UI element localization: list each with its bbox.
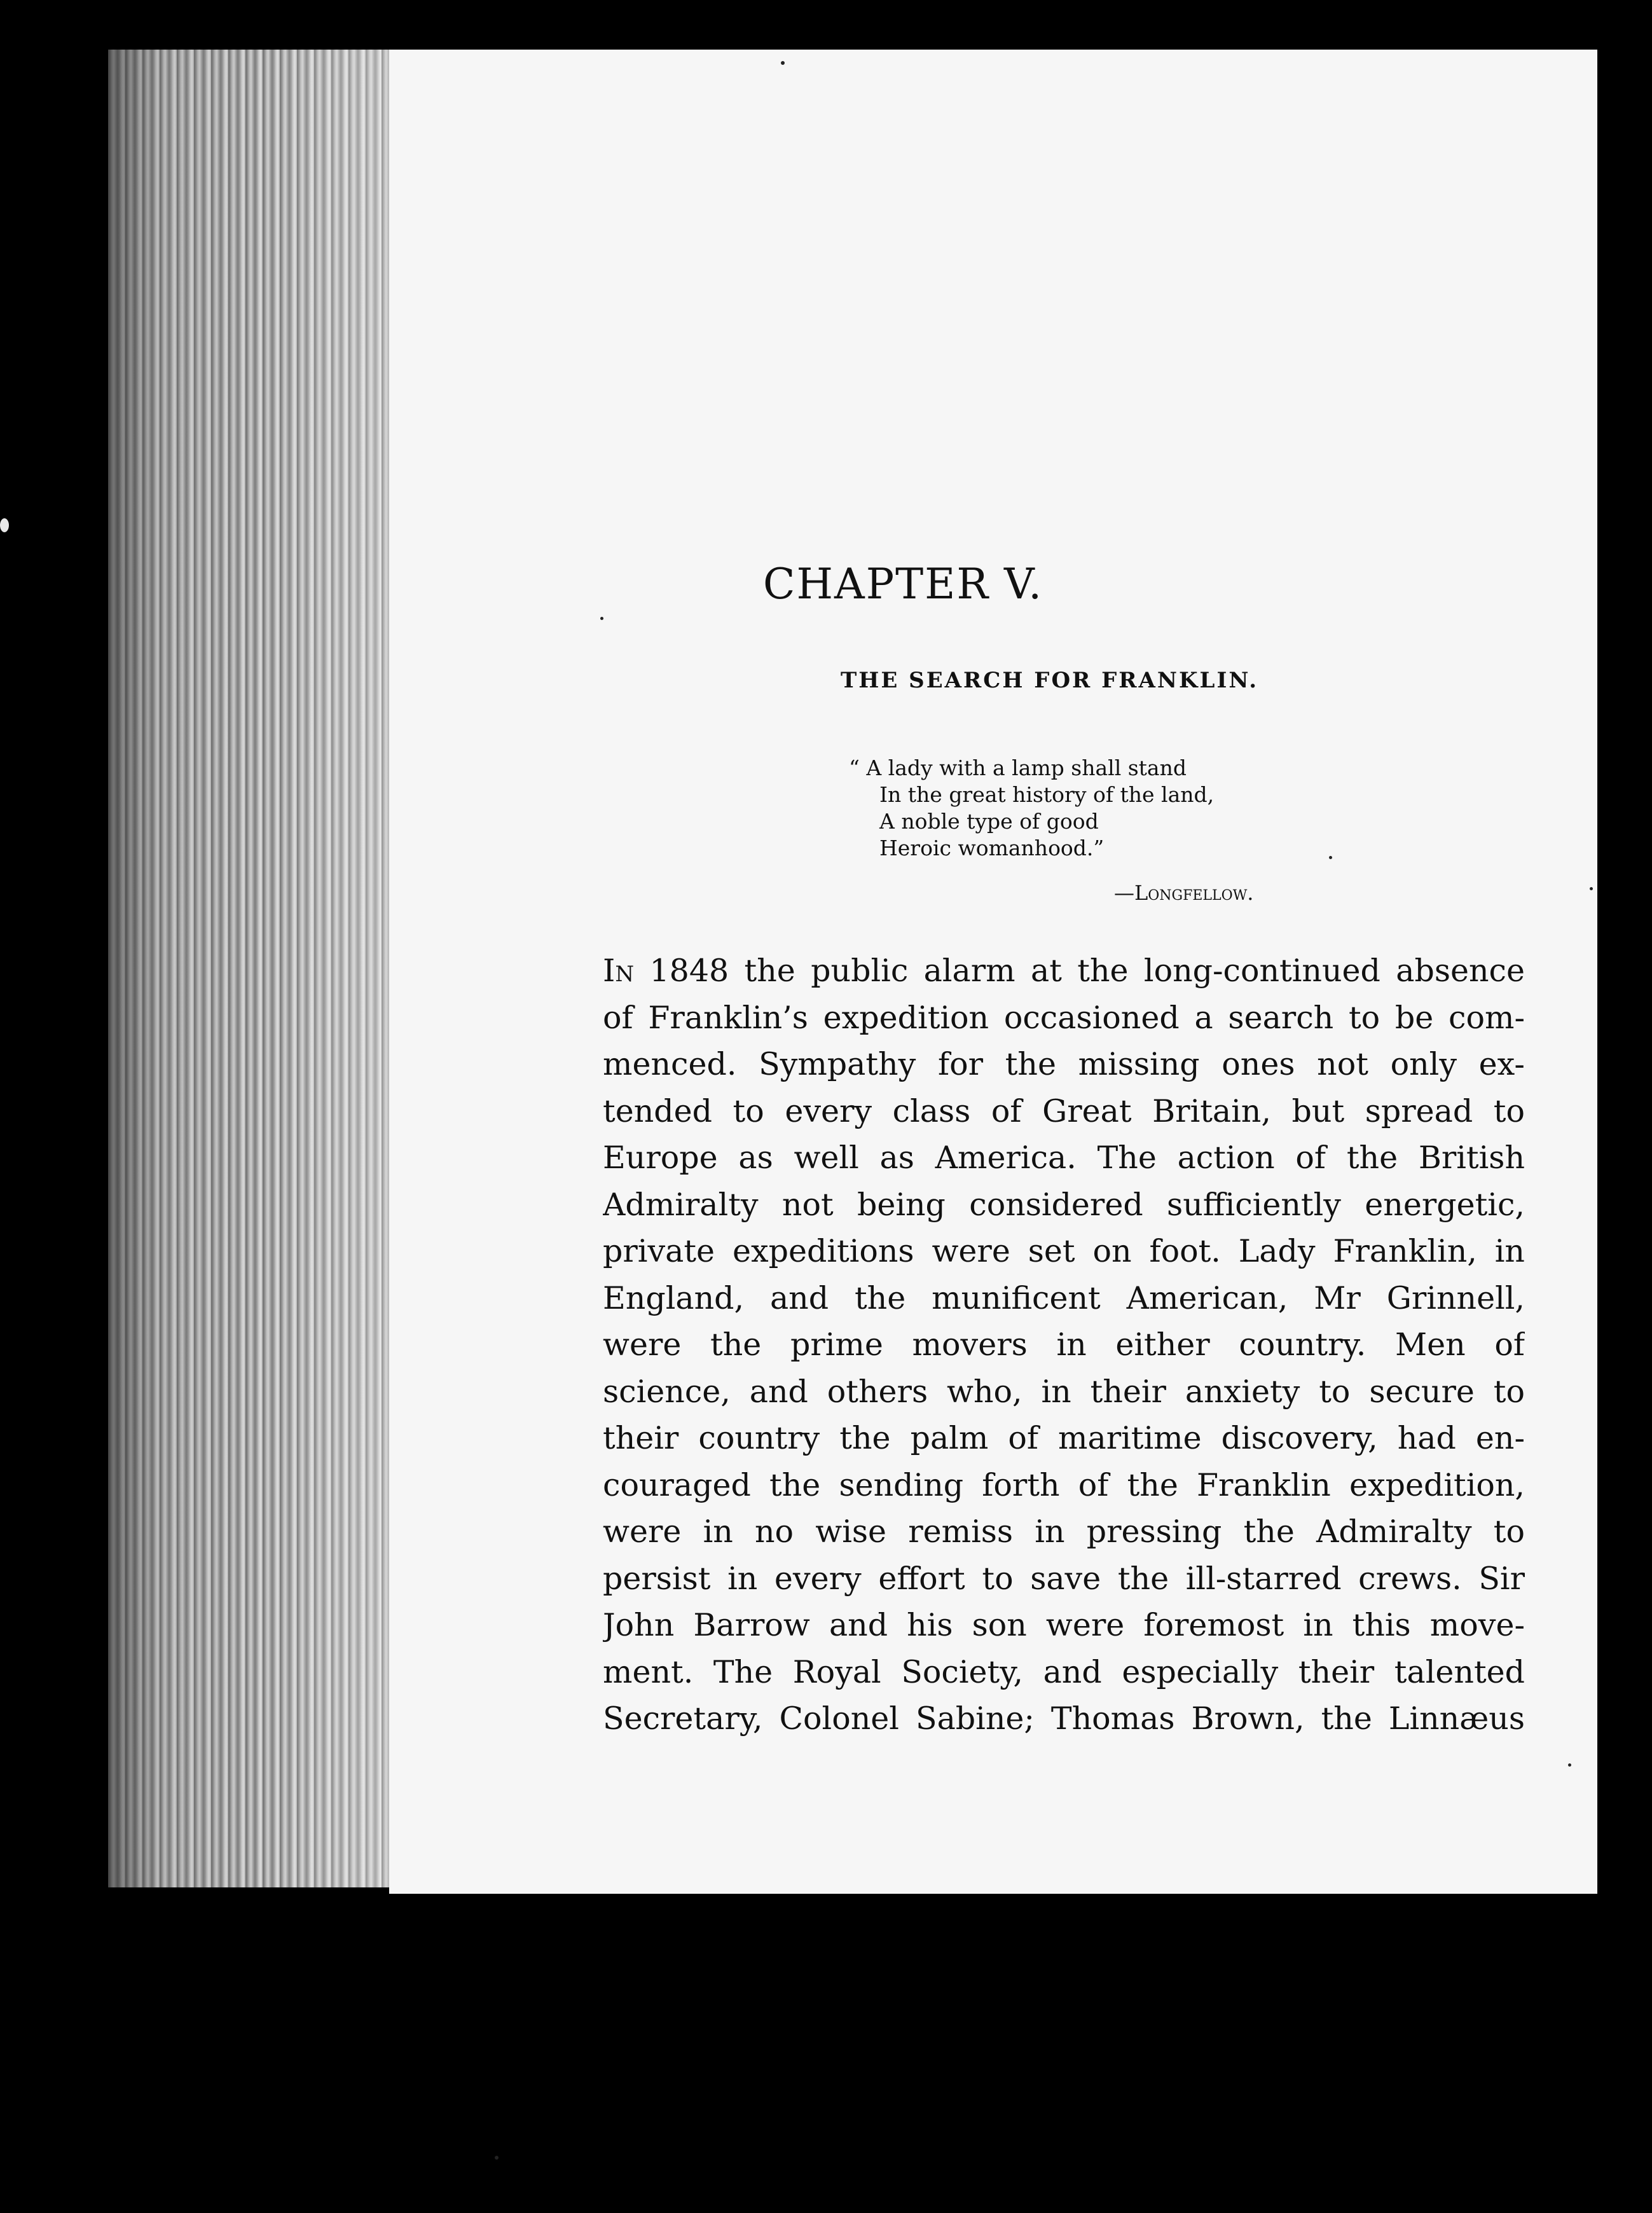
body-line <box>603 948 1525 995</box>
scan-speck <box>600 617 603 620</box>
epigraph-line: In the great history of the land, <box>879 782 1215 807</box>
body-line: persist in every effort to save the ill-starred crews. Sir <box>603 1560 1525 1597</box>
opening-word: In <box>603 953 635 989</box>
epigraph-line: A noble type of good <box>879 809 1099 834</box>
scan-border <box>1597 38 1616 1946</box>
body-line: of Franklin’s expedition occasioned a search to be com- <box>603 999 1525 1036</box>
scan-speck <box>1329 856 1332 859</box>
body-line: tended to every class of Great Britain, but spread to <box>603 1093 1525 1129</box>
page-edge-shading <box>108 50 388 1887</box>
body-line: menced. Sympathy for the missing ones not only ex- <box>603 1046 1525 1082</box>
body-line: science, and others who, in their anxiety to secure to <box>603 1373 1525 1410</box>
attribution-dash: — <box>1114 881 1134 905</box>
body-line: their country the palm of maritime discovery, had en- <box>603 1420 1525 1456</box>
body-line-text: 1848 the public alarm at the long-continued absence <box>634 953 1525 989</box>
chapter-subtitle: THE SEARCH FOR FRANKLIN. <box>841 668 1259 693</box>
scan-speck <box>781 61 785 65</box>
epigraph-line: Heroic womanhood.” <box>879 836 1105 860</box>
scan-speck <box>495 2156 499 2160</box>
epigraph-attribution <box>1114 881 1253 905</box>
scan-speck <box>0 518 9 532</box>
scan-speck <box>1568 1763 1571 1767</box>
body-line: Secretary, Colonel Sabine; Thomas Brown, the Linnæus <box>603 1700 1525 1737</box>
body-line: were in no wise remiss in pressing the Admiralty to <box>603 1513 1525 1550</box>
body-line: were the prime movers in either country. Men of <box>603 1327 1525 1363</box>
body-line: John Barrow and his son were foremost in this move- <box>603 1607 1525 1643</box>
body-line: England, and the munificent American, Mr Grinnell, <box>603 1279 1525 1316</box>
body-line: private expeditions were set on foot. Lady Franklin, in <box>603 1233 1525 1269</box>
body-paragraph <box>603 948 1525 1742</box>
body-line: couraged the sending forth of the Franklin expedition, <box>603 1466 1525 1503</box>
chapter-heading: CHAPTER V. <box>763 560 1043 609</box>
body-line: Europe as well as America. The action of the British <box>603 1140 1525 1176</box>
body-line: ment. The Royal Society, and especially their talented <box>603 1653 1525 1690</box>
body-line: Admiralty not being considered sufficiently energetic, <box>603 1186 1525 1223</box>
scan-speck <box>1590 887 1593 890</box>
epigraph-line: “ A lady with a lamp shall stand <box>849 755 1187 780</box>
attribution-name: Longfellow. <box>1134 881 1254 905</box>
